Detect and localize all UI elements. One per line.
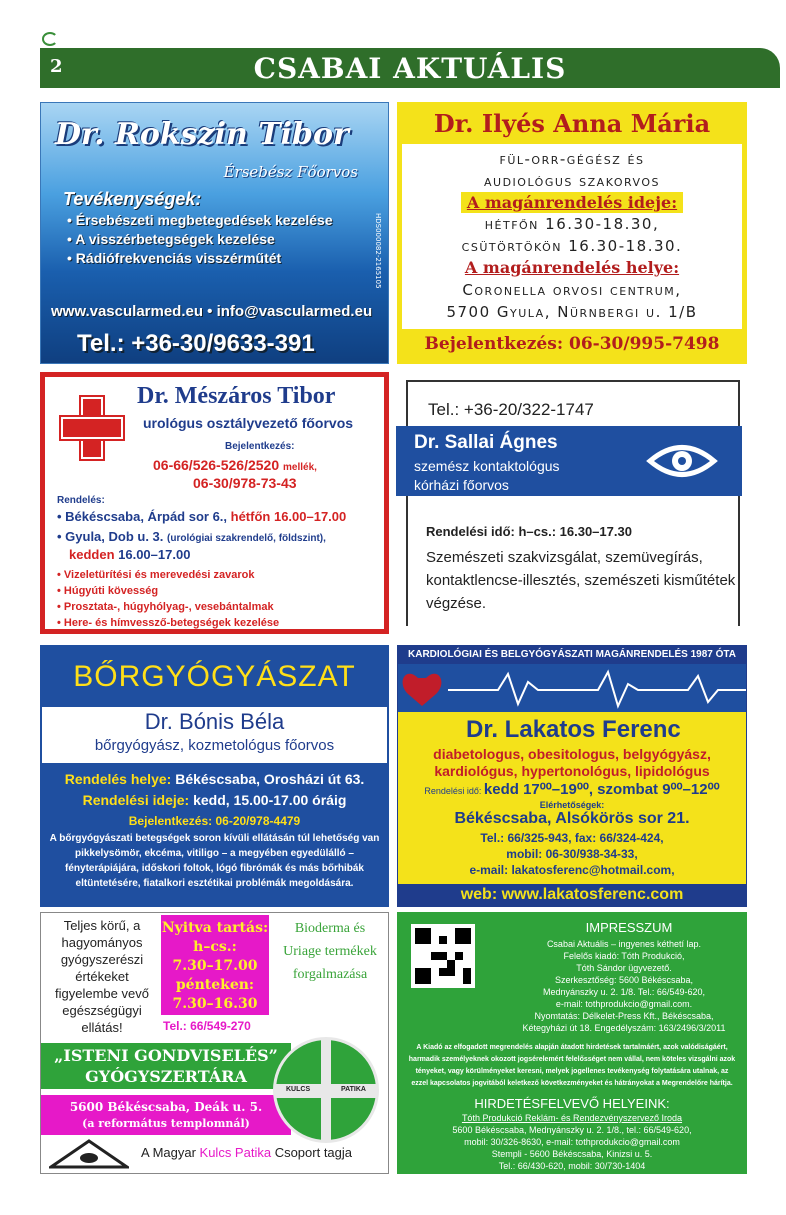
ad2-name: Dr. Ilyés Anna Mária — [402, 107, 742, 144]
ad4-banner — [396, 426, 742, 496]
ad1-list — [67, 211, 387, 268]
ad3-role: urológus osztályvezető főorvos — [143, 415, 354, 431]
ad1-heading: Tevékenységek: — [63, 189, 202, 209]
eye-icon — [646, 438, 718, 484]
kulcs-patika-logo: KULCS PATIKA — [273, 1037, 379, 1143]
ad1-web[interactable]: www.vascularmed.eu • info@vascularmed.eu — [51, 303, 373, 320]
ad3-phone1: 06-66/526-526/2520 mellék, — [153, 457, 317, 473]
ad5-role: bőrgyógyász, kozmetológus főorvos — [94, 737, 335, 754]
page-number: 2 — [50, 56, 63, 77]
impressum-lines: Csabai Aktuális – ingyenes kéthetí lap. Felelős kiadó: Tóth Produkció, Tóth Sándor ügyvezető. Szerkesztőség: 5600 Békéscsaba, Mednyánszky u. 2. 1/8. Tel.: 66/549-620, e-mail: tothprodukcio@gmail.com. Nyomtatás: Délkelet-Press Kft., Békéscsaba, Kétegyházi út 18. Engedélyszám: 163/2496/3/2011 — [522, 939, 726, 1033]
ad4-hours: Rendelési idő: h–cs.: 16.30–17.30 — [426, 524, 632, 539]
ad6-hours: Rendelési idő: kedd 17⁰⁰–19⁰⁰, szombat 9⁰⁰–12⁰⁰ — [424, 781, 720, 798]
ad-places-lines: Tóth Produkció Reklám- és Rendezvényszervező Iroda 5600 Békéscsaba, Mednyánszky u. 2. 1/8., tel.: 66/549-620, mobil: 30/326-8630, e-mail: tothprodukcio@gmail.com Stempli - 5600 Békéscsaba, Kinizsi u. 5. Tel.: 66/430-620, mobil: 30/730-1404 — [452, 1113, 692, 1171]
ad3-loc1: • Békéscsaba, Árpád sor 6., hétfőn 16.00–17.00 — [57, 509, 347, 524]
ad6-bar: KARDIOLÓGIAI ÉS BELGYÓGYÁSZATI MAGÁNRENDELÉS 1987 ÓTA — [398, 646, 746, 664]
ad5-info — [42, 763, 387, 907]
ad6-reach: Elérhetőségek: — [539, 800, 605, 810]
ad2-hours2: csütörtökön 16.30-18.30. — [461, 237, 683, 255]
ad5-booking: Bejelentkezés: 06-20/978-4479 — [128, 814, 301, 828]
ad6-address: Békéscsaba, Alsókörös sor 21. — [454, 810, 690, 827]
ad-rokszin — [40, 102, 389, 364]
ad2-hours1: hétfőn 16.30-18.30, — [484, 215, 660, 233]
ad1-name: Dr. Rokszin Tibor — [55, 117, 349, 152]
ad3-booking-label: Bejelentkezés: — [225, 441, 295, 452]
page-title: CSABAI AKTUÁLIS — [253, 52, 567, 85]
ad3-rendeles: Rendelés: — [57, 495, 105, 506]
page-header — [40, 48, 780, 88]
ad2-place1: Coronella orvosi centrum, — [462, 281, 682, 299]
ad7-address: 5600 Békéscsaba, Deák u. 5. (a református templomnál) — [41, 1095, 291, 1135]
decor-swirl-icon — [42, 32, 58, 46]
ad4-role2: kórházi főorvos — [414, 477, 509, 493]
list-item: • Rádiófrekvenciás visszérműtét — [67, 250, 282, 266]
heart-ecg-icon — [398, 664, 747, 712]
ad1-code: HDS000082-2165105 — [374, 213, 382, 289]
list-item: • Prosztata-, húgyhólyag-, vesebántalmak — [57, 601, 274, 613]
ad2-hours-label: A magánrendelés ideje: — [461, 192, 683, 213]
ad-ilyes — [397, 102, 747, 364]
ad1-tel: Tel.: +36-30/9633-391 — [77, 330, 315, 357]
ad7-bio: Bioderma és Uriage termékek forgalmazása — [283, 921, 377, 982]
impressum-title: IMPRESSZUM — [585, 920, 673, 935]
ad4-name: Dr. Sallai Ágnes — [414, 432, 558, 453]
ad5-name: Dr. Bónis Béla — [144, 709, 285, 734]
ad3-name: Dr. Mészáros Tibor — [137, 383, 336, 409]
eye-triangle-icon — [49, 1139, 129, 1169]
ad6-spec: diabetologus, obesitologus, belgyógyász, kardiológus, hypertonológus, lipidológus — [433, 746, 711, 779]
ad6-contacts: Tel.: 66/325-943, fax: 66/324-424, mobil: 06-30/938-34-33, e-mail: lakatosferenc@hotmail.com, — [469, 831, 675, 877]
list-item: • Vizeletürítési és merevedési zavarok — [57, 569, 255, 581]
ad-places-title: HIRDETÉSFELVEVŐ HELYEINK: — [474, 1096, 670, 1111]
ad7-hours: Nyitva tartás: h–cs.: 7.30–17.00 pénteken: 7.30–16.30 — [161, 915, 269, 1015]
ad2-spec1: fül-orr-gégész és — [499, 150, 645, 168]
ad5-time: Rendelési ideje: kedd, 15.00-17.00 óráig — [82, 792, 347, 808]
ad3-list — [57, 567, 279, 631]
ad7-tel: Tel.: 66/549-270 — [163, 1019, 251, 1033]
ad-lakatos — [397, 645, 747, 907]
impressum — [397, 912, 747, 1174]
list-item: • Here- és hímvessző-betegségek kezelése — [57, 617, 280, 629]
list-item: • Érsebészeti megbetegedések kezelése — [67, 212, 333, 228]
ad2-spec2: audiológus szakorvos — [484, 172, 660, 190]
ad-bonis — [40, 645, 389, 907]
ad3-loc2-time: kedden 16.00–17.00 — [69, 547, 191, 562]
list-item: • A visszérbetegségek kezelése — [67, 231, 275, 247]
ad2-place2: 5700 Gyula, Nürnbergi u. 1/B — [446, 303, 698, 321]
list-item: • Húgyúti kövesség — [57, 585, 159, 597]
ad-pharmacy — [40, 912, 389, 1174]
ad4-text: Szemészeti szakvizsgálat, szemüvegírás, kontaktlencse-illesztés, szemészeti kisműtétek végzése. — [426, 549, 736, 612]
ad6-name: Dr. Lakatos Ferenc — [466, 716, 681, 743]
ad4-role1: szemész kontaktológus — [414, 458, 560, 474]
ad5-title: BŐRGYÓGYÁSZAT — [42, 647, 387, 707]
ad7-name: „ISTENI GONDVISELÉS” GYÓGYSZERTÁRA — [41, 1043, 291, 1089]
ad5-place: Rendelés helye: Békéscsaba, Orosházi út 63. — [64, 771, 365, 787]
ecg-banner — [398, 664, 746, 712]
ad4-tel: Tel.: +36-20/322-1747 — [428, 400, 594, 419]
ad2-place-label: A magánrendelés helye: — [464, 258, 680, 277]
impressum-disclaimer: A Kiadó az elfogadott megrendelés alapján átadott hirdetések tartalmáért, azok valódiságáért, harmadik személyeknek okozott jogsérelemért felelősséget nem vállal, nem köteles vizsgálni azok tényeket, vagy körülményeket keresni, melyek jogellenes tevékenység folytatására utalnak, az ezzel kapcsolatos jogvitából keletkező következményeket és hátrányokat a Megrendelőre hárítja. — [408, 1044, 736, 1087]
ad7-intro: Teljes körű, a hagyományos gyógyszerészi értékeket figyelembe vevő egészségügyi ellátás! — [55, 918, 149, 1035]
ad5-text: A bőrgyógyászati betegségek soron kívüli ellátásán túl lehetőség van pikkelysömör, ekcéma, vitiligo – a megyében egyedülálló – fényterápiájára, időskori foltok, lógó fibrómák és más bőrhibák eltüntetésére, fiatalkori esztétikai problémák megoldására. — [49, 833, 380, 889]
ad2-booking: Bejelentkezés: 06-30/995-7498 — [402, 329, 742, 359]
qr-code-icon — [411, 924, 475, 988]
ad-meszaros — [40, 372, 389, 634]
ad6-web[interactable]: web: www.lakatosferenc.com — [398, 884, 746, 906]
ad7-group: A Magyar Kulcs Patika Csoport tagja — [141, 1145, 353, 1160]
ad3-loc2: • Gyula, Dob u. 3. (urológiai szakrendelő, földszint), — [57, 529, 326, 544]
ad-sallai — [406, 380, 740, 626]
ad3-phone2: 06-30/978-73-43 — [193, 475, 297, 491]
ad1-subtitle: Érsebész Főorvos — [223, 163, 358, 181]
red-cross-icon — [59, 395, 125, 461]
